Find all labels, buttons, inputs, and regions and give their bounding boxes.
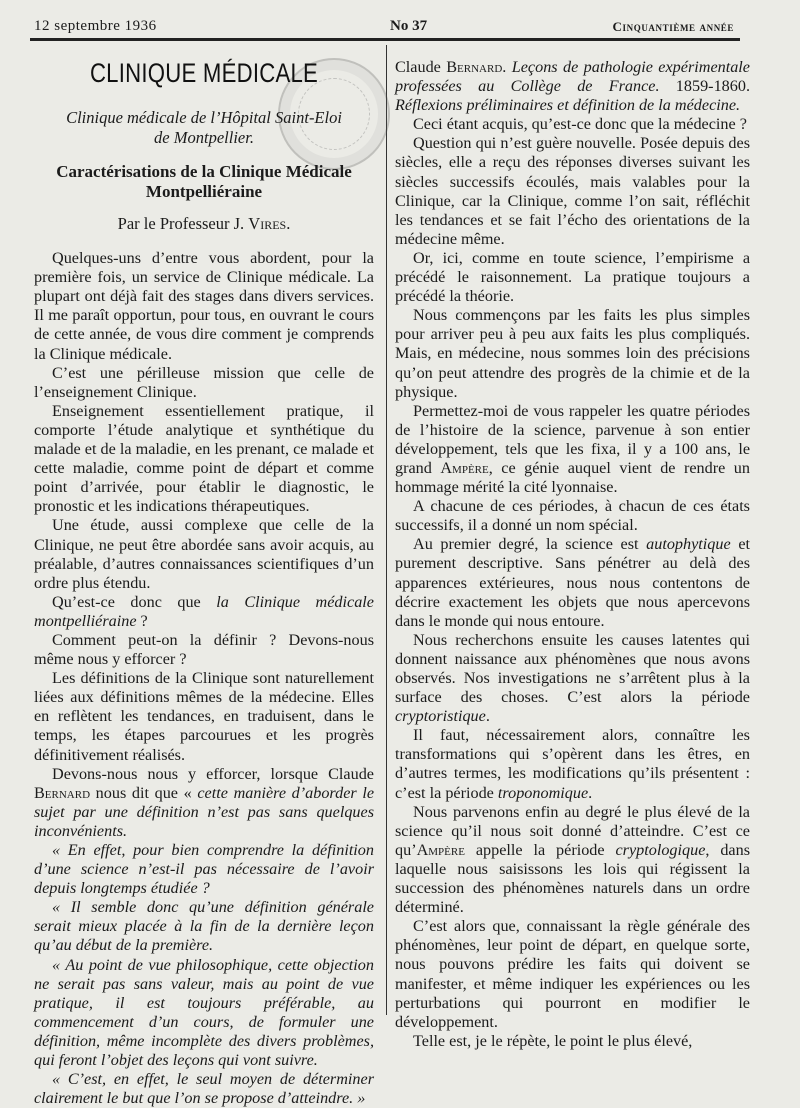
emphasis: « C’est, en effet, le seul moyen de déterminer clairement le but que l’on se propose d’atteindre. »	[34, 1070, 374, 1108]
subtitle-line-1: Clinique médicale de l’Hôpital Saint-Eloi	[66, 108, 342, 127]
author-name: Ampère	[440, 458, 489, 477]
left-column	[34, 54, 374, 1108]
paragraph	[395, 803, 750, 918]
paragraph	[34, 765, 374, 841]
article-subtitle	[34, 108, 374, 148]
emphasis: Leçons de pathologie expérimentale professées au Collège de France.	[395, 58, 750, 96]
quote-paragraph	[34, 956, 374, 1071]
paragraph: Ceci étant acquis, qu’est-ce donc que la médecine ?	[413, 115, 747, 134]
issue-date: 12 septembre 1936	[34, 18, 157, 34]
paragraph	[395, 535, 750, 630]
paragraph: C’est une périlleuse mission que celle de l’enseignement Clinique.	[34, 363, 374, 401]
emphasis: « Il semble donc qu’une définition générale serait mieux placée à la fin de la dernière leçon qu’au début de la première.	[34, 898, 374, 955]
paragraph: C’est alors que, connaissant la règle générale des phénomènes, leur point de départ, en quelque sorte, nous pouvons prédire les faits qui doivent se manifester, et même indiquer les expériences ou les perturbations qui pourront en modifier le développement.	[395, 917, 750, 1031]
right-column	[395, 58, 750, 1051]
paragraph: Telle est, je le répète, le point le plus élevé,	[413, 1031, 693, 1050]
text: et purement descriptive. Sans pénétrer au delà des apparences extérieures, nous nous contentons de décrire exactement les objets que nous apercevons dans le monde qui nous entoure.	[395, 535, 750, 630]
emphasis: cryptologique	[615, 840, 706, 859]
paragraph	[395, 402, 750, 497]
text: Au premier degré, la science est	[413, 535, 647, 554]
text: Nous recherchons ensuite les causes latentes qui donnent naissance aux phénomènes que nous avons observés. Nos investigations ne s’arrêtent plus à la surface des choses. C’est alors la période	[395, 630, 750, 707]
author-name: Vires	[248, 214, 287, 233]
text: .	[588, 783, 593, 802]
text: Qu’est-ce donc que	[52, 592, 217, 611]
emphasis: Réflexions préliminaires et définition de la médecine.	[395, 96, 741, 115]
article-title: Caractérisations de la Clinique Médicale Montpelliéraine	[56, 162, 352, 201]
text: Permettez-moi de vous rappeler les quatre périodes de l’histoire de la science, parvenue à son entier développement, tels que les fixa, il y a 100 ans, le grand	[395, 401, 750, 477]
paragraph: Comment peut-on la définir ? Devons-nous même nous y efforcer ?	[34, 630, 374, 669]
paragraph: Nous commençons par les faits les plus simples pour arriver peu à peu aux faits les plus compliqués. Mais, en médecine, nous sommes loin des précisions qu’on peut attendre des progrès de la chimie et de la physique.	[395, 306, 750, 401]
header-rule	[30, 38, 740, 41]
paragraph	[395, 726, 750, 802]
paragraph: Quelques-uns d’entre vous abordent, pour la première fois, un service de Clinique médicale. La plupart ont déjà fait des stages dans divers services. Il me paraît opportun, pour tous, en ouvrant le cours de cette année, de vous dire comment je comprends la Clinique médicale.	[34, 249, 374, 363]
emphasis: la Clinique médicale montpelliéraine	[34, 592, 374, 630]
author-name: Ampère	[416, 840, 465, 859]
text: Nous parvenons enfin au degré le plus élevé de la science qu’il nous soit donné d’atteindre. C’est ce qu’	[395, 802, 750, 859]
text: .	[502, 58, 512, 76]
emphasis: « En effet, pour bien comprendre la définition d’une science n’est-il pas nécessaire de l’avoir depuis longtemps étudiée ?	[34, 841, 374, 898]
text: , dans laquelle nous saisissons les lois qui régissent la succession des phénomènes naturels dans un ordre déterminé.	[395, 840, 750, 917]
paragraph: Question qui n’est guère nouvelle. Posée depuis des siècles, elle a reçu des réponses diverses suivant les siècles successifs écoulés, mais valables pour la Clinique, car la Clinique, comme l’on sait, réfléchit les tendances et se fait l’écho des orientations de la médecine même.	[395, 134, 750, 248]
quote-paragraph	[34, 1070, 374, 1108]
text: Claude	[395, 58, 447, 76]
quote-paragraph	[34, 898, 374, 955]
quote-paragraph	[34, 841, 374, 898]
emphasis: autophytique	[646, 535, 731, 554]
paragraph: Or, ici, comme en toute science, l’empirisme a précédé le raisonnement. La pratique toujours a précédé la théorie.	[395, 248, 750, 306]
section-title: CLINIQUE MÉDICALE	[89, 58, 319, 88]
byline	[34, 214, 374, 233]
byline-suffix: .	[286, 214, 291, 233]
paragraph: Les définitions de la Clinique sont naturellement liées aux définitions mêmes de la médecine. Elles en reflètent les tendances, en traduisent, dans le temps, les étapes parcourues et les progrès définitivement réalisés.	[34, 669, 374, 764]
text: Devons-nous nous y efforcer, lorsque Claude	[52, 764, 374, 783]
citation-paragraph	[395, 58, 750, 115]
emphasis: cryptoristique	[395, 707, 486, 726]
byline-prefix: Par le Professeur J.	[117, 214, 249, 233]
emphasis: « Au point de vue philosophique, cette objection ne serait pas sans valeur, mais au point de vue pratique, il est toujours préférable, au commencement d’un cours, de formuler une définition, même incomplète des divers problèmes, qui feront l’objet des leçons qui vont suivre.	[34, 955, 374, 1070]
text: nous dit que «	[90, 783, 198, 802]
text: .	[485, 707, 490, 726]
paragraph	[34, 593, 374, 631]
text: ?	[136, 611, 148, 630]
paragraph: Une étude, aussi complexe que celle de la Clinique, ne peut être abordée sans avoir acquis, au préalable, d’autres connaissances scientifiques d’un ordre plus étendu.	[34, 516, 374, 592]
emphasis: cette manière d’aborder le sujet par une définition n’est pas sans quelques inconvénients.	[34, 783, 375, 840]
author-name: Bernard	[34, 783, 91, 802]
text: , ce génie auquel vient de rendre un hommage mérité la cité lyonnaise.	[395, 458, 750, 497]
paragraph	[395, 631, 750, 726]
text: Il faut, nécessairement alors, connaître les transformations qui s’opèrent dans les êtres, en d’autres termes, les modifications qu’ils présentent : c’est la période	[395, 726, 750, 802]
subtitle-line-2: de Montpellier.	[154, 128, 254, 147]
text: 1859-1860.	[659, 77, 750, 96]
column-divider	[386, 45, 387, 1015]
issue-year: Cinquantième année	[612, 19, 734, 34]
text: appelle la période	[464, 840, 616, 859]
paragraph: Enseignement essentiellement pratique, il comporte l’étude analytique et synthétique du malade et de la maladie, en les prenant, ce malade et cette maladie, comme point de départ et comme point d’arrivée, pour établir le diagnostic, le pronostic et les indications thérapeutiques.	[34, 401, 374, 516]
issue-number: No 37	[390, 18, 428, 34]
author-name: Bernard	[446, 58, 503, 76]
paragraph: A chacune de ces périodes, à chacun de ces états successifs, il a donné un nom spécial.	[395, 497, 750, 535]
emphasis: troponomique	[497, 783, 589, 802]
